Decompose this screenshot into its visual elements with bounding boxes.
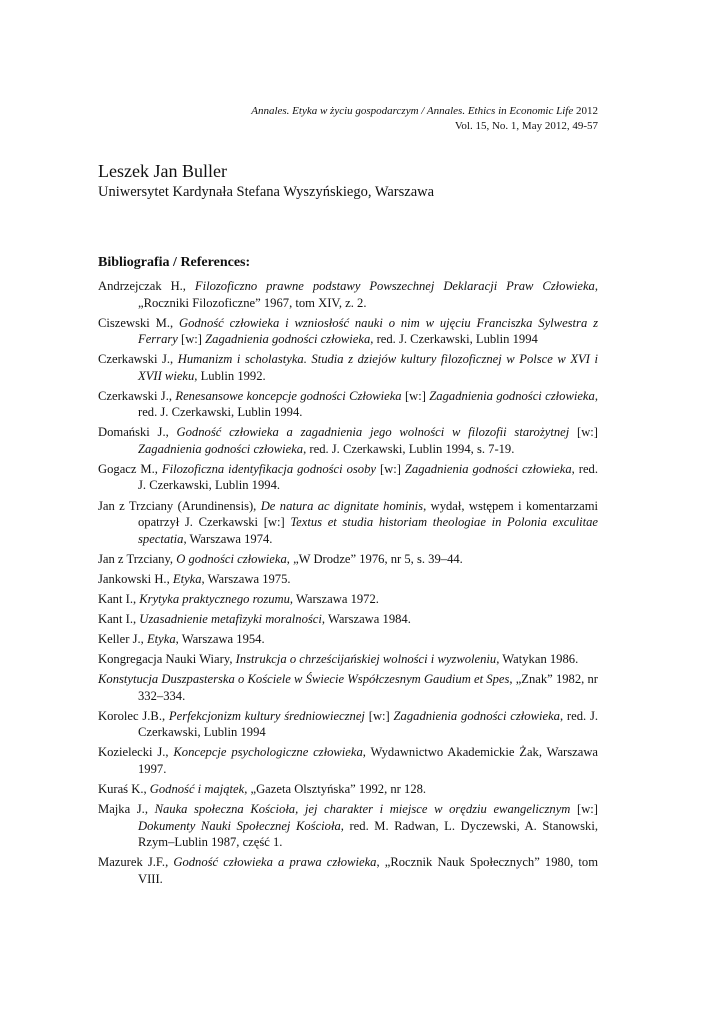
reference-mid: [w:] <box>375 461 405 476</box>
reference-title: Nauka społeczna Kościoła, jej charakter i miejsce w orędziu ewangelicznym <box>154 802 571 817</box>
reference-rest: , red. J. Czerkawski, Lublin 1994, s. 7-19. <box>303 441 515 456</box>
reference-author: Domański J., <box>98 425 177 440</box>
reference-entry <box>98 744 598 777</box>
reference-mid: [w:] <box>570 802 598 817</box>
reference-author: Kuraś K., <box>98 782 150 796</box>
reference-source-title: Zagadnienia godności człowieka <box>404 461 572 476</box>
reference-author: Czerkawski J., <box>98 352 178 367</box>
reference-rest: , „Gazeta Olsztyńska” 1992, nr 128. <box>244 782 427 796</box>
reference-rest: , Warszawa 1954. <box>175 632 265 647</box>
reference-mid: [w:] <box>569 425 598 440</box>
reference-author: Ciszewski M., <box>98 315 179 330</box>
reference-mid: [w:] <box>401 388 430 403</box>
reference-title: O godności człowieka <box>176 551 287 566</box>
reference-entry <box>98 461 598 494</box>
reference-entry <box>98 551 598 568</box>
reference-title: Perfekcjonizm kultury średniowiecznej <box>168 708 365 723</box>
reference-source-title: Textus et studia historiam theologiae in Polonia exculitae spectatia <box>138 515 598 546</box>
author-name: Leszek Jan Buller <box>98 161 227 181</box>
reference-entry <box>98 388 598 421</box>
reference-author: Kongregacja Nauki Wiary, <box>98 652 236 667</box>
reference-author: Jankowski H., <box>98 571 173 586</box>
reference-mid: , wydał, wstępem i komentarzami opatrzył J. Czerkawski [w:] <box>138 498 598 530</box>
reference-author: Jan z Trzciany (Arundinensis), <box>98 498 261 513</box>
reference-rest: , „Roczniki Filozoficzne” 1967, tom XIV, z. 2. <box>138 279 598 310</box>
reference-author: Andrzejczak H., <box>98 279 195 293</box>
reference-entry <box>98 351 598 384</box>
reference-author: Kozielecki J., <box>98 745 174 760</box>
reference-title: Godność człowieka a zagadnienia jego wolności w filozofii starożytnej <box>176 425 570 440</box>
reference-title: Etyka <box>146 632 176 647</box>
reference-entry <box>98 591 598 608</box>
reference-title: Koncepcje psychologiczne człowieka <box>173 745 363 760</box>
reference-title: Uzasadnienie metafizyki moralności <box>139 611 322 626</box>
bibliography-heading: Bibliografia / References: <box>98 255 251 270</box>
reference-rest: , Warszawa 1975. <box>201 571 291 586</box>
journal-title: Annales. Etyka w życiu gospodarczym / Annales. Ethics in Economic Life <box>251 105 574 117</box>
reference-title: De natura ac dignitate hominis <box>260 498 424 513</box>
reference-entry <box>98 315 598 348</box>
reference-entry <box>98 854 598 887</box>
reference-entry <box>98 611 598 628</box>
reference-author: Keller J., <box>98 632 147 647</box>
reference-title: Godność człowieka i wzniosłość nauki o nim w ujęciu Franciszka Sylwestra z Ferrary <box>138 315 599 347</box>
reference-entry <box>98 424 598 457</box>
reference-rest: , Lublin 1992. <box>194 368 266 383</box>
reference-title: Filozoficzna identyfikacja godności osoby <box>161 461 376 476</box>
reference-entry <box>98 651 598 668</box>
reference-entry <box>98 631 598 648</box>
reference-entry <box>98 498 598 548</box>
reference-title: Humanizm i scholastyka. Studia z dziejów kultury filozoficznej w Polsce w XVI i XVII wieku <box>138 352 598 383</box>
reference-rest: , „Rocznik Nauk Społecznych” 1980, tom VIII. <box>138 855 598 886</box>
reference-title: Krytyka praktycznego rozumu <box>139 591 290 606</box>
reference-rest: , „W Drodze” 1976, nr 5, s. 39–44. <box>286 551 463 566</box>
reference-rest: , „Znak” 1982, nr 332–334. <box>138 672 598 703</box>
reference-author: Kant I., <box>98 591 140 606</box>
reference-author: Korolec J.B., <box>98 708 169 723</box>
reference-entry <box>98 571 598 588</box>
reference-source-title: Zagadnienia godności człowieka <box>393 708 560 723</box>
reference-mid: [w:] <box>177 332 206 347</box>
reference-title: Godność człowieka a prawa człowieka <box>173 855 377 870</box>
reference-rest: red. M. Radwan, L. Dyczewski, A. Stanowski, Rzym–Lublin 1987, część 1. <box>138 818 598 850</box>
reference-title: Instrukcja o chrześcijańskiej wolności i wyzwoleniu <box>235 652 497 667</box>
reference-entry <box>98 671 598 704</box>
reference-source-title: Zagadnienia godności człowieka <box>205 332 371 347</box>
reference-rest: , red. J. Czerkawski, Lublin 1994 <box>138 708 599 740</box>
reference-rest: , Wydawnictwo Akademickie Żak, Warszawa 1997. <box>138 745 598 776</box>
reference-title: Renesansowe koncepcje godności Człowieka <box>175 388 402 403</box>
reference-author: Czerkawski J., <box>98 388 176 403</box>
reference-entry <box>98 781 598 798</box>
reference-author: Mazurek J.F., <box>98 855 174 870</box>
reference-rest: , Warszawa 1974. <box>183 531 273 546</box>
reference-title: Filozoficzno prawne podstawy Powszechnej Deklaracji Praw Człowieka <box>194 279 595 293</box>
reference-rest: , Warszawa 1972. <box>289 591 379 606</box>
reference-author: Kant I., <box>98 611 140 626</box>
reference-title: Konstytucja Duszpasterska o Kościele w Świecie Współczesnym Gaudium et Spes <box>98 672 510 687</box>
reference-entry <box>98 278 598 311</box>
reference-author: Majka J., <box>98 802 155 817</box>
reference-rest: , Warszawa 1984. <box>321 611 411 626</box>
reference-author: Gogacz M., <box>98 461 162 476</box>
reference-rest: , Watykan 1986. <box>496 652 579 667</box>
reference-mid: [w:] <box>364 708 394 723</box>
reference-title: Godność i majątek <box>149 782 245 796</box>
journal-volume: Vol. 15, No. 1, May 2012, 49-57 <box>454 120 598 132</box>
reference-source-title: Zagadnienia godności człowieka <box>138 441 304 456</box>
author-affiliation: Uniwersytet Kardynała Stefana Wyszyńskiego, Warszawa <box>98 184 435 200</box>
reference-source-title: Zagadnienia godności człowieka <box>429 388 595 403</box>
reference-rest: , red. J. Czerkawski, Lublin 1994 <box>370 332 538 347</box>
journal-header <box>98 104 598 134</box>
reference-title: Etyka <box>172 571 202 586</box>
reference-rest: , red. J. Czerkawski, Lublin 1994. <box>138 388 598 420</box>
reference-list <box>98 278 598 891</box>
reference-entry <box>98 801 598 851</box>
reference-source-title: Dokumenty Nauki Społecznej Kościoła, <box>138 818 344 833</box>
journal-year: 2012 <box>576 105 598 117</box>
reference-rest: , red. J. Czerkawski, Lublin 1994. <box>138 461 598 493</box>
reference-author: Jan z Trzciany, <box>98 551 177 566</box>
reference-entry <box>98 708 598 741</box>
